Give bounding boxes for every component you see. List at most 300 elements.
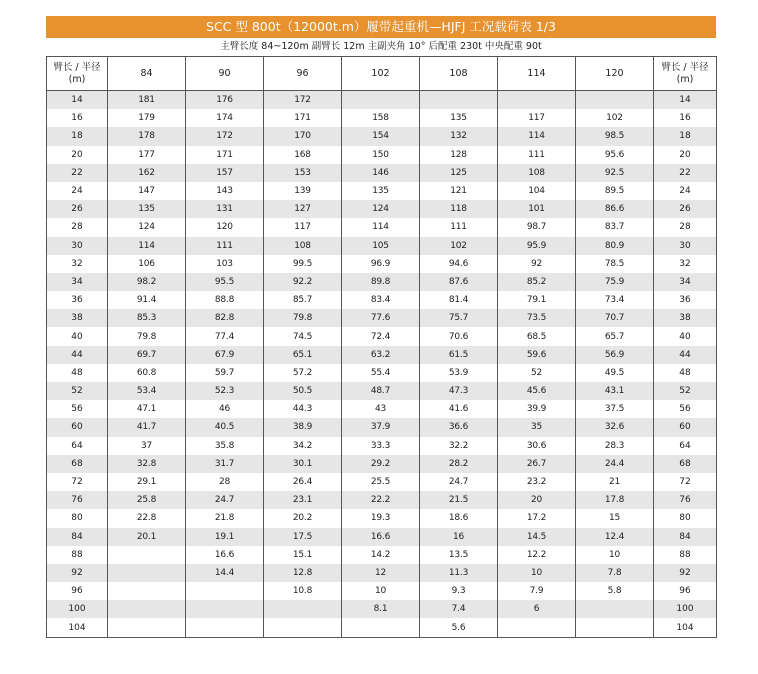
header-radius-right-line2: (m) (676, 73, 694, 85)
radius-cell-right: 56 (654, 400, 717, 418)
table-row (47, 327, 717, 345)
load-cell: 98.2 (108, 273, 186, 291)
load-cell: 52 (498, 364, 576, 382)
load-cell: 20.1 (108, 528, 186, 546)
load-cell: 85.7 (264, 291, 342, 309)
load-cell: 5.6 (420, 618, 498, 637)
radius-cell-left: 76 (47, 491, 108, 509)
load-cell: 79.8 (108, 327, 186, 345)
load-cell: 6 (498, 600, 576, 618)
load-cell: 70.7 (576, 309, 654, 327)
radius-cell-right: 30 (654, 237, 717, 255)
load-cell: 59.6 (498, 346, 576, 364)
table-row (47, 455, 717, 473)
load-cell (498, 91, 576, 110)
radius-cell-right: 40 (654, 327, 717, 345)
load-cell: 178 (108, 127, 186, 145)
load-cell: 59.7 (186, 364, 264, 382)
load-cell (186, 582, 264, 600)
header-boom-96: 96 (264, 57, 342, 91)
radius-cell-right: 16 (654, 109, 717, 127)
load-cell: 89.5 (576, 182, 654, 200)
load-cell (342, 618, 420, 637)
load-cell: 82.8 (186, 309, 264, 327)
load-cell: 102 (420, 237, 498, 255)
radius-cell-left: 32 (47, 255, 108, 273)
page-subtitle: 主臂长度 84~120m 副臂长 12m 主副夹角 10° 后配重 230t 中央配重 90t (220, 41, 542, 52)
load-cell: 104 (498, 182, 576, 200)
load-cell: 114 (498, 127, 576, 145)
radius-cell-right: 38 (654, 309, 717, 327)
load-cell: 28.3 (576, 437, 654, 455)
load-cell: 60.8 (108, 364, 186, 382)
load-cell: 24.7 (186, 491, 264, 509)
load-cell: 68.5 (498, 327, 576, 345)
load-cell: 10 (342, 582, 420, 600)
load-cell: 147 (108, 182, 186, 200)
load-cell: 135 (420, 109, 498, 127)
radius-cell-right: 72 (654, 473, 717, 491)
radius-cell-left: 84 (47, 528, 108, 546)
load-cell: 114 (108, 237, 186, 255)
load-cell: 37.9 (342, 418, 420, 436)
load-cell: 30.6 (498, 437, 576, 455)
load-cell (420, 91, 498, 110)
table-row (47, 109, 717, 127)
load-cell: 55.4 (342, 364, 420, 382)
load-cell: 108 (498, 164, 576, 182)
radius-cell-right: 92 (654, 564, 717, 582)
radius-cell-left: 30 (47, 237, 108, 255)
load-cell: 153 (264, 164, 342, 182)
load-cell: 77.4 (186, 327, 264, 345)
radius-cell-right: 48 (654, 364, 717, 382)
load-cell: 162 (108, 164, 186, 182)
load-cell: 17.2 (498, 509, 576, 527)
load-cell: 47.1 (108, 400, 186, 418)
load-cell: 114 (342, 218, 420, 236)
load-cell: 17.5 (264, 528, 342, 546)
table-row (47, 528, 717, 546)
load-cell: 75.9 (576, 273, 654, 291)
table-row (47, 382, 717, 400)
load-cell: 135 (342, 182, 420, 200)
load-cell: 103 (186, 255, 264, 273)
load-cell (576, 91, 654, 110)
load-cell: 157 (186, 164, 264, 182)
load-cell: 106 (108, 255, 186, 273)
load-cell: 49.5 (576, 364, 654, 382)
radius-cell-left: 100 (47, 600, 108, 618)
table-row (47, 127, 717, 145)
load-cell: 168 (264, 146, 342, 164)
load-cell: 13.5 (420, 546, 498, 564)
header-boom-120: 120 (576, 57, 654, 91)
table-row (47, 509, 717, 527)
radius-cell-left: 48 (47, 364, 108, 382)
load-cell: 23.1 (264, 491, 342, 509)
load-cell: 111 (186, 237, 264, 255)
table-row (47, 291, 717, 309)
load-cell: 23.2 (498, 473, 576, 491)
radius-cell-right: 22 (654, 164, 717, 182)
load-cell: 63.2 (342, 346, 420, 364)
table-row (47, 200, 717, 218)
radius-cell-right: 64 (654, 437, 717, 455)
load-cell: 34.2 (264, 437, 342, 455)
table-row (47, 309, 717, 327)
load-cell: 61.5 (420, 346, 498, 364)
load-cell: 67.9 (186, 346, 264, 364)
radius-cell-right: 28 (654, 218, 717, 236)
load-cell: 14.4 (186, 564, 264, 582)
radius-cell-right: 14 (654, 91, 717, 110)
table-row (47, 237, 717, 255)
load-cell: 11.3 (420, 564, 498, 582)
load-cell: 12.4 (576, 528, 654, 546)
radius-cell-right: 52 (654, 382, 717, 400)
load-cell: 73.5 (498, 309, 576, 327)
load-cell: 81.4 (420, 291, 498, 309)
table-row (47, 255, 717, 273)
load-cell: 39.9 (498, 400, 576, 418)
load-cell: 73.4 (576, 291, 654, 309)
radius-cell-right: 20 (654, 146, 717, 164)
load-cell: 20.2 (264, 509, 342, 527)
load-cell: 28 (186, 473, 264, 491)
load-cell: 79.1 (498, 291, 576, 309)
load-cell: 65.1 (264, 346, 342, 364)
load-cell: 48.7 (342, 382, 420, 400)
radius-cell-right: 68 (654, 455, 717, 473)
load-cell: 111 (498, 146, 576, 164)
radius-cell-left: 72 (47, 473, 108, 491)
load-cell: 181 (108, 91, 186, 110)
load-cell: 30.1 (264, 455, 342, 473)
radius-cell-left: 36 (47, 291, 108, 309)
header-boom-108: 108 (420, 57, 498, 91)
header-boom-84: 84 (108, 57, 186, 91)
radius-cell-left: 34 (47, 273, 108, 291)
load-cell: 102 (576, 109, 654, 127)
header-boom-114: 114 (498, 57, 576, 91)
radius-cell-right: 24 (654, 182, 717, 200)
radius-cell-left: 96 (47, 582, 108, 600)
table-row (47, 346, 717, 364)
load-cell: 98.7 (498, 218, 576, 236)
radius-cell-left: 14 (47, 91, 108, 110)
load-cell: 57.2 (264, 364, 342, 382)
radius-cell-left: 80 (47, 509, 108, 527)
load-cell: 40.5 (186, 418, 264, 436)
table-row (47, 473, 717, 491)
load-cell: 22.8 (108, 509, 186, 527)
load-cell: 87.6 (420, 273, 498, 291)
load-cell: 47.3 (420, 382, 498, 400)
load-cell: 172 (186, 127, 264, 145)
load-cell: 143 (186, 182, 264, 200)
load-cell: 25.8 (108, 491, 186, 509)
load-cell: 26.7 (498, 455, 576, 473)
load-cell: 16 (420, 528, 498, 546)
radius-cell-left: 40 (47, 327, 108, 345)
load-cell: 24.7 (420, 473, 498, 491)
load-cell: 7.4 (420, 600, 498, 618)
radius-cell-left: 38 (47, 309, 108, 327)
load-cell: 99.5 (264, 255, 342, 273)
radius-cell-left: 26 (47, 200, 108, 218)
load-cell: 96.9 (342, 255, 420, 273)
radius-cell-left: 104 (47, 618, 108, 637)
load-cell: 18.6 (420, 509, 498, 527)
load-cell: 12.2 (498, 546, 576, 564)
load-cell: 22.2 (342, 491, 420, 509)
load-cell: 170 (264, 127, 342, 145)
load-cell: 20 (498, 491, 576, 509)
load-cell (108, 600, 186, 618)
load-cell: 72.4 (342, 327, 420, 345)
load-cell (342, 91, 420, 110)
load-cell: 88.8 (186, 291, 264, 309)
radius-cell-right: 80 (654, 509, 717, 527)
radius-cell-left: 18 (47, 127, 108, 145)
radius-cell-right: 84 (654, 528, 717, 546)
load-cell: 121 (420, 182, 498, 200)
load-cell: 150 (342, 146, 420, 164)
radius-cell-right: 88 (654, 546, 717, 564)
header-radius-left-line2: (m) (68, 73, 86, 85)
load-cell: 85.2 (498, 273, 576, 291)
load-cell: 117 (264, 218, 342, 236)
table-row (47, 618, 717, 637)
radius-cell-left: 68 (47, 455, 108, 473)
load-cell: 33.3 (342, 437, 420, 455)
load-cell (108, 618, 186, 637)
load-cell: 111 (420, 218, 498, 236)
load-cell: 37 (108, 437, 186, 455)
load-cell: 17.8 (576, 491, 654, 509)
radius-cell-left: 20 (47, 146, 108, 164)
load-cell: 139 (264, 182, 342, 200)
load-cell: 53.9 (420, 364, 498, 382)
load-cell: 12 (342, 564, 420, 582)
load-cell: 19.1 (186, 528, 264, 546)
header-boom-102: 102 (342, 57, 420, 91)
radius-cell-right: 96 (654, 582, 717, 600)
load-cell: 10 (576, 546, 654, 564)
load-cell: 14.5 (498, 528, 576, 546)
table-row (47, 164, 717, 182)
load-cell: 118 (420, 200, 498, 218)
load-cell: 108 (264, 237, 342, 255)
radius-cell-left: 88 (47, 546, 108, 564)
load-cell: 46 (186, 400, 264, 418)
header-radius-right (654, 57, 717, 91)
load-cell: 92.5 (576, 164, 654, 182)
load-cell (186, 618, 264, 637)
load-cell: 146 (342, 164, 420, 182)
load-cell: 154 (342, 127, 420, 145)
radius-cell-left: 22 (47, 164, 108, 182)
load-cell: 80.9 (576, 237, 654, 255)
load-cell: 5.8 (576, 582, 654, 600)
radius-cell-right: 34 (654, 273, 717, 291)
load-cell: 25.5 (342, 473, 420, 491)
load-cell: 131 (186, 200, 264, 218)
load-cell: 91.4 (108, 291, 186, 309)
radius-cell-right: 32 (654, 255, 717, 273)
load-cell: 10 (498, 564, 576, 582)
load-cell (576, 618, 654, 637)
radius-cell-right: 18 (654, 127, 717, 145)
radius-cell-left: 28 (47, 218, 108, 236)
radius-cell-right: 44 (654, 346, 717, 364)
radius-cell-left: 92 (47, 564, 108, 582)
load-cell: 77.6 (342, 309, 420, 327)
load-cell: 26.4 (264, 473, 342, 491)
load-cell: 95.5 (186, 273, 264, 291)
load-cell (108, 564, 186, 582)
load-cell: 21 (576, 473, 654, 491)
radius-cell-left: 60 (47, 418, 108, 436)
table-row (47, 218, 717, 236)
load-cell: 79.8 (264, 309, 342, 327)
load-cell: 19.3 (342, 509, 420, 527)
table-row (47, 582, 717, 600)
table-row (47, 418, 717, 436)
load-cell: 9.3 (420, 582, 498, 600)
load-cell: 158 (342, 109, 420, 127)
load-cell: 75.7 (420, 309, 498, 327)
load-cell: 24.4 (576, 455, 654, 473)
load-cell: 120 (186, 218, 264, 236)
load-cell: 31.7 (186, 455, 264, 473)
load-cell: 10.8 (264, 582, 342, 600)
load-cell: 15 (576, 509, 654, 527)
load-cell (264, 618, 342, 637)
table-row (47, 437, 717, 455)
radius-cell-right: 100 (654, 600, 717, 618)
load-cell (264, 600, 342, 618)
table-row (47, 564, 717, 582)
load-cell: 83.7 (576, 218, 654, 236)
load-cell: 16.6 (186, 546, 264, 564)
load-cell: 125 (420, 164, 498, 182)
load-cell (108, 546, 186, 564)
load-cell: 127 (264, 200, 342, 218)
load-cell: 37.5 (576, 400, 654, 418)
load-cell: 171 (186, 146, 264, 164)
radius-cell-left: 52 (47, 382, 108, 400)
load-cell: 53.4 (108, 382, 186, 400)
radius-cell-right: 26 (654, 200, 717, 218)
radius-cell-left: 24 (47, 182, 108, 200)
load-chart (46, 16, 716, 638)
header-row (47, 57, 717, 91)
load-cell: 7.8 (576, 564, 654, 582)
load-cell: 52.3 (186, 382, 264, 400)
load-cell: 177 (108, 146, 186, 164)
load-cell: 95.9 (498, 237, 576, 255)
load-cell: 171 (264, 109, 342, 127)
load-cell: 95.6 (576, 146, 654, 164)
load-cell: 70.6 (420, 327, 498, 345)
radius-cell-left: 16 (47, 109, 108, 127)
load-cell: 38.9 (264, 418, 342, 436)
load-cell: 29.2 (342, 455, 420, 473)
table-row (47, 273, 717, 291)
load-cell: 128 (420, 146, 498, 164)
radius-cell-right: 36 (654, 291, 717, 309)
load-cell: 74.5 (264, 327, 342, 345)
load-cell: 50.5 (264, 382, 342, 400)
load-cell: 32.6 (576, 418, 654, 436)
load-cell: 15.1 (264, 546, 342, 564)
load-cell: 56.9 (576, 346, 654, 364)
load-cell: 94.6 (420, 255, 498, 273)
radius-cell-right: 76 (654, 491, 717, 509)
load-cell: 7.9 (498, 582, 576, 600)
load-cell (186, 600, 264, 618)
load-cell: 98.5 (576, 127, 654, 145)
load-cell: 65.7 (576, 327, 654, 345)
load-cell: 8.1 (342, 600, 420, 618)
table-row (47, 546, 717, 564)
load-cell: 105 (342, 237, 420, 255)
load-cell: 28.2 (420, 455, 498, 473)
load-cell: 43.1 (576, 382, 654, 400)
radius-cell-left: 64 (47, 437, 108, 455)
load-cell: 44.3 (264, 400, 342, 418)
table-row (47, 182, 717, 200)
page-title: SCC 型 800t（12000t.m）履带起重机—HJFJ 工况载荷表 1/3 (46, 16, 716, 38)
load-cell: 172 (264, 91, 342, 110)
radius-cell-left: 44 (47, 346, 108, 364)
load-cell: 132 (420, 127, 498, 145)
table-row (47, 146, 717, 164)
load-cell (576, 600, 654, 618)
load-cell: 35.8 (186, 437, 264, 455)
load-cell (108, 582, 186, 600)
load-cell: 86.6 (576, 200, 654, 218)
load-cell: 85.3 (108, 309, 186, 327)
load-cell: 29.1 (108, 473, 186, 491)
load-cell: 35 (498, 418, 576, 436)
table-body (47, 91, 717, 638)
load-cell: 21.5 (420, 491, 498, 509)
load-cell: 117 (498, 109, 576, 127)
load-cell: 78.5 (576, 255, 654, 273)
header-radius-left (47, 57, 108, 91)
load-cell: 16.6 (342, 528, 420, 546)
load-cell: 83.4 (342, 291, 420, 309)
load-cell: 124 (342, 200, 420, 218)
load-cell: 43 (342, 400, 420, 418)
load-cell (498, 618, 576, 637)
load-cell: 92.2 (264, 273, 342, 291)
table-row (47, 491, 717, 509)
table-row (47, 364, 717, 382)
radius-cell-left: 56 (47, 400, 108, 418)
load-cell: 179 (108, 109, 186, 127)
load-cell: 89.8 (342, 273, 420, 291)
load-cell: 45.6 (498, 382, 576, 400)
load-cell: 41.7 (108, 418, 186, 436)
header-boom-90: 90 (186, 57, 264, 91)
load-cell: 41.6 (420, 400, 498, 418)
load-cell: 174 (186, 109, 264, 127)
header-radius-left-line1: 臂长 / 半径 (53, 61, 101, 73)
